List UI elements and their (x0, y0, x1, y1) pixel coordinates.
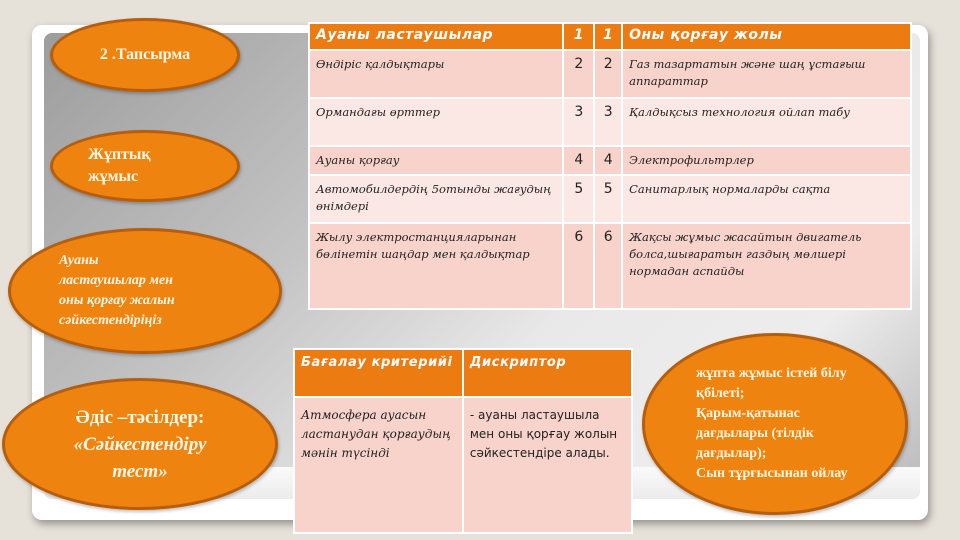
header-protection: Оны қорғау жолы (622, 23, 911, 50)
instruction-line: ластаушылар мен (59, 273, 173, 288)
pair-work-oval (50, 130, 240, 202)
number-cell: 4 (563, 146, 594, 175)
pollutant-cell: Ауаны қорғау (309, 146, 563, 175)
table-header-row (309, 23, 911, 50)
method-oval (2, 378, 278, 510)
task-label-oval (50, 18, 240, 92)
header-pollutants: Ауаны ластаушылар (309, 23, 563, 50)
table-row (309, 146, 911, 175)
skills-line: қбілеті; (696, 386, 745, 401)
method-title: Әдіс –тәсілдер: (75, 406, 205, 428)
pollutant-cell: Ормандағы өрттер (309, 98, 563, 146)
method-name-line: тест» (112, 460, 168, 482)
table-row (309, 98, 911, 146)
criteria-row (294, 397, 632, 533)
instruction-line: оны қорғау жалын (59, 293, 175, 308)
header-criterion: Бағалау критерийі (294, 349, 463, 397)
instruction-line: сәйкестендіріңіз (59, 313, 162, 328)
number-cell: 3 (594, 98, 622, 146)
skills-line: жұпта жұмыс істей білу (696, 366, 847, 381)
pair-work-line: Жұптық (88, 146, 151, 163)
number-cell: 3 (563, 98, 594, 146)
table-row (309, 175, 911, 223)
number-cell: 5 (563, 175, 594, 223)
assessment-criteria-table (293, 348, 633, 534)
skills-oval (642, 333, 908, 515)
skills-line: Қарым-қатынас (696, 406, 800, 421)
header-number-1: 1 (563, 23, 594, 50)
header-descriptor: Дискриптор (463, 349, 632, 397)
pollutant-cell: Өндіріс қалдықтары (309, 50, 563, 98)
descriptor-cell: - ауаны ластаушыла мен оны қорғау жолын сәйкестендіре алады. (463, 397, 632, 533)
skills-line: дағдылары (тілдік (696, 426, 814, 441)
protection-cell: Санитарлық нормаларды сақта (622, 175, 911, 223)
criterion-cell: Атмосфера ауасын ластанудан қорғаудың мәнін түсінді (294, 397, 463, 533)
number-cell: 6 (594, 223, 622, 309)
method-name-line: «Сәйкестендіру (73, 433, 207, 455)
header-number-2: 1 (594, 23, 622, 50)
pair-work-line: жұмыс (88, 168, 139, 185)
protection-cell: Электрофильтрлер (622, 146, 911, 175)
number-cell: 2 (594, 50, 622, 98)
table-row (309, 50, 911, 98)
number-cell: 4 (594, 146, 622, 175)
criteria-header-row (294, 349, 632, 397)
instruction-oval (8, 228, 282, 354)
table-row (309, 223, 911, 309)
number-cell: 5 (594, 175, 622, 223)
pollutant-cell: Жылу электростанцияларынан бөлінетін шаңдар мен қалдықтар (309, 223, 563, 309)
skills-line: дағдылар); (696, 446, 767, 461)
number-cell: 6 (563, 223, 594, 309)
task-label: 2 .Тапсырма (99, 46, 191, 63)
protection-cell: Газ тазартатын және шаң ұстағыш аппараттар (622, 50, 911, 98)
number-cell: 2 (563, 50, 594, 98)
pollutant-cell: Автомобилдердің 5отынды жағудың өнімдері (309, 175, 563, 223)
skills-line: Сын тұрғысынан ойлау (696, 466, 848, 481)
protection-cell: Жақсы жұмыс жасайтын двигатель болса,шығаратын газдың мөлшері нормадан аспайды (622, 223, 911, 309)
instruction-line: Ауаны (59, 253, 99, 268)
pollutants-table (308, 22, 912, 310)
protection-cell: Қалдықсыз технология ойлап табу (622, 98, 911, 146)
